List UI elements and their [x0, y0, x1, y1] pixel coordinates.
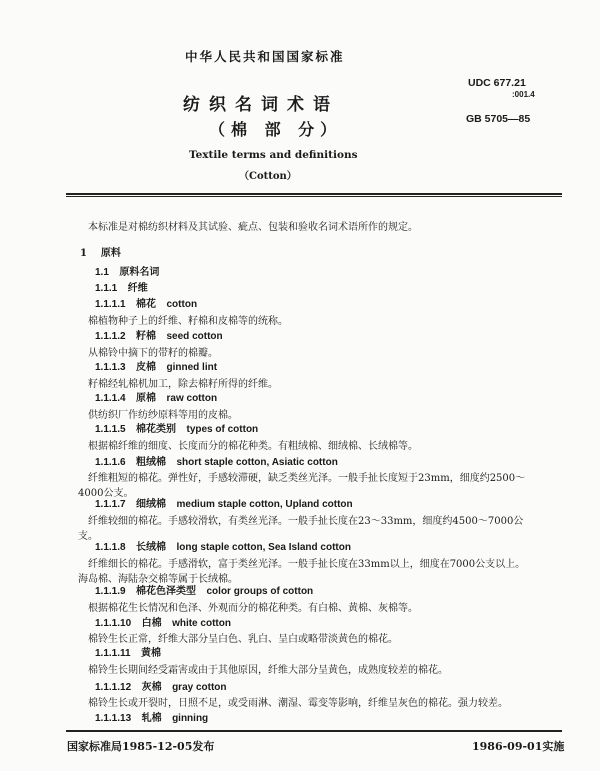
effective-date: 1986-09-01实施: [472, 740, 565, 753]
term-english: long staple cotton, Sea Island cotton: [176, 542, 351, 553]
term-number: 1.1.1.6: [95, 457, 126, 468]
term-heading: [95, 424, 258, 436]
term-heading: [95, 713, 208, 725]
term-number: 1.1.1.4: [95, 393, 126, 404]
term-english: medium staple cotton, Upland cotton: [176, 499, 353, 510]
term-heading: [95, 542, 351, 554]
term-number: 1.1.1.8: [95, 542, 126, 553]
term-chinese: 原棉: [136, 393, 157, 404]
term-definition: 根据棉花生长情况和色泽、外观而分的棉花种类。有白棉、黄棉、灰棉等。: [88, 603, 418, 614]
term-number: 1.1.1.12: [95, 682, 132, 693]
term-heading: [95, 586, 313, 598]
term-number: 1.1.1.5: [95, 424, 126, 435]
issuing-org: 中华人民共和国国家标准: [185, 49, 345, 64]
footer-rule: [66, 730, 562, 732]
term-number: 1.1.1.13: [95, 713, 132, 724]
term-chinese: 轧棉: [141, 713, 162, 724]
term-heading: [95, 393, 217, 405]
term-number: 1.1.1.3: [95, 362, 126, 373]
term-chinese: 灰棉: [141, 682, 162, 693]
term-chinese: 长绒棉: [136, 542, 167, 553]
document-subtitle: （棉 部 分）: [209, 120, 343, 139]
term-number: 1.1.1: [95, 283, 118, 294]
term-heading: [95, 267, 159, 279]
term-english: cotton: [166, 299, 198, 310]
udc-subcode: :001.4: [512, 90, 535, 99]
term-definition: 纤维较细的棉花。手感较滑软，有类丝光泽。一般手扯长度在23～33mm，细度约4500～7000公: [88, 516, 524, 527]
term-english: color groups of cotton: [206, 586, 314, 597]
term-definition: 支。: [78, 531, 98, 542]
term-chinese: 棉花类别: [136, 424, 177, 435]
term-english: short staple cotton, Asiatic cotton: [176, 457, 338, 468]
header-rule-thin: [66, 196, 562, 197]
term-definition: 从棉铃中摘下的带籽的棉瓣。: [88, 348, 218, 359]
term-chinese: 细绒棉: [136, 499, 167, 510]
term-heading: [95, 648, 161, 660]
term-chinese: 皮棉: [136, 362, 157, 373]
term-definition: 纤维细长的棉花。手感滑软，富于类丝光泽。一般手扯长度在33mm以上，细度在7000公支以上。: [88, 559, 526, 570]
header-rule-thick: [66, 193, 562, 195]
term-definition: 根据棉纤维的细度、长度而分的棉花种类。有粗绒棉、细绒棉、长绒棉等。: [88, 441, 418, 452]
term-chinese: 原料名词: [119, 267, 160, 278]
term-heading: [95, 457, 338, 469]
term-number: 1.1.1.9: [95, 586, 126, 597]
term-heading: [95, 331, 223, 343]
issue-date: 国家标准局1985-12-05发布: [67, 740, 215, 753]
gb-number: GB 5705—85: [466, 113, 531, 125]
section-heading: [80, 248, 121, 260]
term-chinese: 棉花: [136, 299, 157, 310]
term-definition: 棉植物种子上的纤维、籽棉和皮棉等的统称。: [88, 316, 288, 327]
section-title: 原料: [100, 248, 121, 259]
udc-code: UDC 677.21: [468, 77, 526, 89]
term-definition: 棉铃生长期间经受霜害或由于其他原因，纤维大部分呈黄色，成熟度较差的棉花。: [88, 665, 448, 676]
term-english: raw cotton: [166, 393, 218, 404]
term-heading: [95, 499, 353, 511]
term-definition: 纤维粗短的棉花。弹性好，手感较滞硬，缺乏类丝光泽。一般手扯长度短于23mm，细度约2500～: [88, 473, 526, 484]
term-chinese: 纤维: [127, 283, 148, 294]
term-number: 1.1: [95, 267, 109, 278]
intro-paragraph: 本标准是对棉纺织材料及其试验、疵点、包装和验收名词术语所作的规定。: [88, 222, 418, 233]
term-english: white cotton: [172, 618, 231, 629]
term-definition: 棉铃生长或开裂时，日照不足，或受雨淋、潮湿、霉变等影响，纤维呈灰色的棉花。强力较差。: [88, 698, 508, 709]
document-title: 纺织名词术语: [183, 95, 339, 115]
section-number: 1: [80, 248, 87, 259]
term-chinese: 黄棉: [141, 648, 162, 659]
term-heading: [95, 283, 148, 295]
term-number: 1.1.1.10: [95, 618, 132, 629]
term-definition: 棉铃生长正常，纤维大部分呈白色、乳白、呈白或略带淡黄色的棉花。: [88, 634, 398, 645]
term-heading: [95, 618, 231, 630]
term-english: types of cotton: [186, 424, 259, 435]
term-heading: [95, 362, 217, 374]
term-chinese: 粗绒棉: [136, 457, 167, 468]
term-number: 1.1.1.2: [95, 331, 126, 342]
term-definition: 海岛棉、海陆杂交棉等属于长绒棉。: [78, 574, 238, 585]
term-chinese: 棉花色泽类型: [136, 586, 197, 597]
term-chinese: 白棉: [141, 618, 162, 629]
english-title: Textile terms and definitions: [189, 149, 358, 161]
term-number: 1.1.1.7: [95, 499, 126, 510]
term-english: seed cotton: [166, 331, 223, 342]
term-chinese: 籽棉: [136, 331, 157, 342]
term-definition: 4000公支。: [78, 488, 134, 499]
term-english: gray cotton: [172, 682, 227, 693]
term-definition: 籽棉经轧棉机加工，除去棉籽所得的纤维。: [88, 379, 278, 390]
english-subtitle: （Cotton）: [239, 171, 297, 182]
term-number: 1.1.1.11: [95, 648, 131, 659]
term-english: ginned lint: [166, 362, 218, 373]
term-heading: [95, 299, 197, 311]
term-definition: 供纺织厂作纺纱原料等用的皮棉。: [88, 410, 238, 421]
term-english: ginning: [172, 713, 209, 724]
term-number: 1.1.1.1: [95, 299, 126, 310]
term-heading: [95, 682, 227, 694]
